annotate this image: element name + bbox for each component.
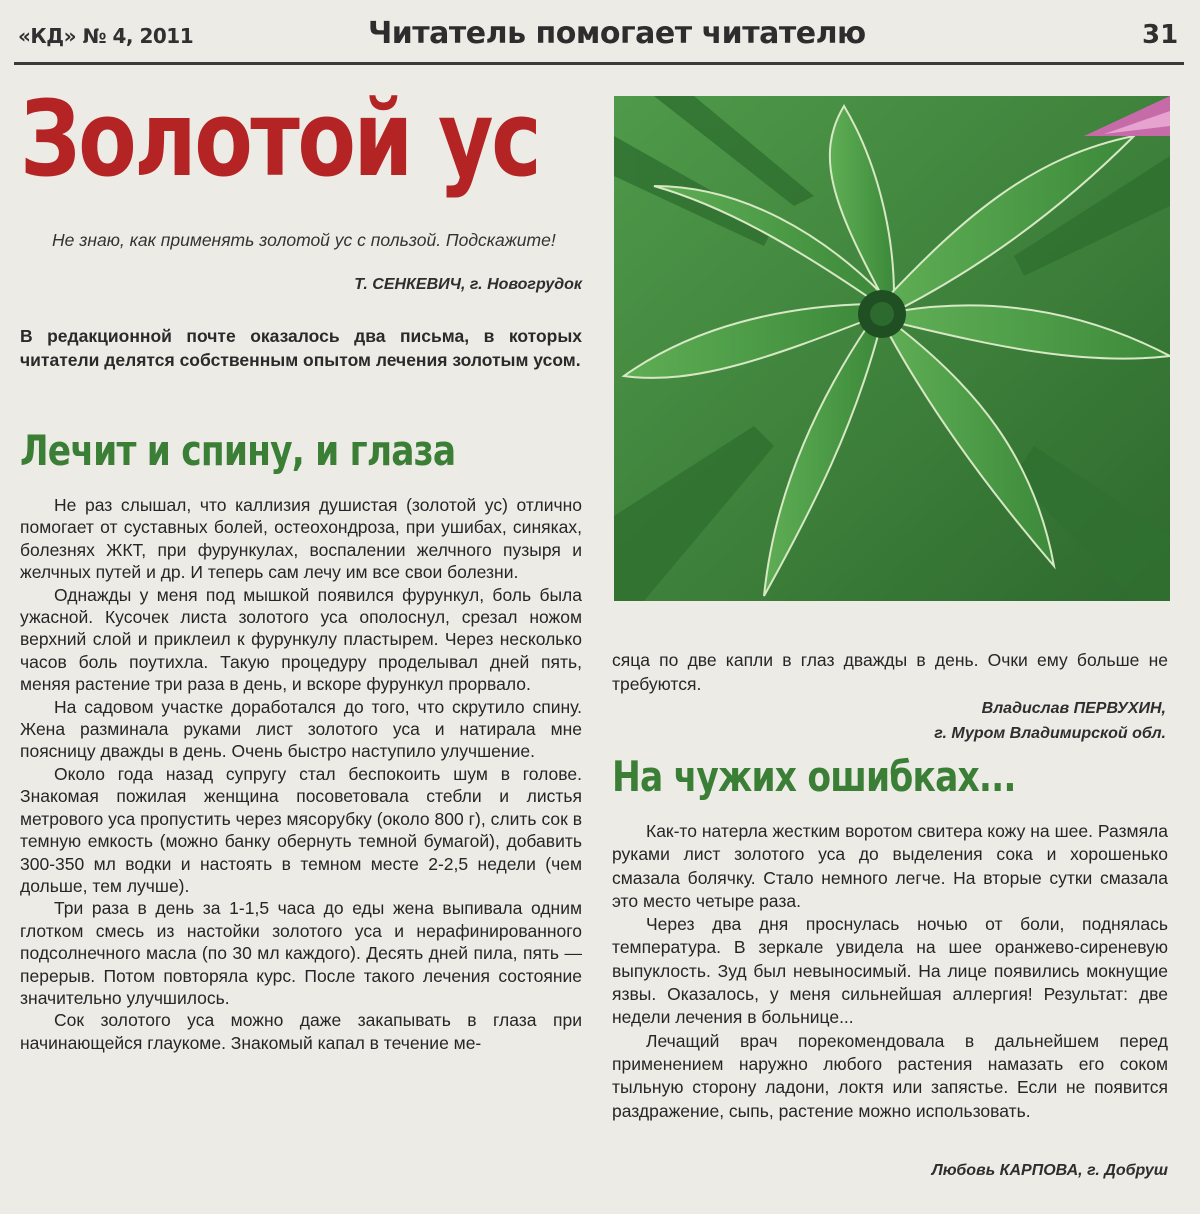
article1-paragraph: Сок золотого уса можно даже закапывать в глаза при начинающейся глаукоме. Знакомый капал в течение ме- <box>20 1010 582 1053</box>
article2-heading: На чужих ошибках... <box>612 752 1016 801</box>
article2-body <box>612 820 1168 1123</box>
article2-paragraph: Как-то натерла жестким воротом свитера кожу на шее. Размяла руками лист золотого уса до выделения сока и хорошенько смазала болячку. Стало немного легче. На вторые сутки смазала это место четыре раза. <box>612 821 1168 911</box>
article1-author: Владислав ПЕРВУХИН, <box>981 700 1166 717</box>
article2-paragraph: Через два дня проснулась ночью от боли, поднялась температура. В зеркале увидела на шее оранжево-сиреневую выпуклость. Зуд был невыносимый. На лице появились мокнущие язвы. Оказалось, у меня сильнейшая аллергия! Результат: две недели лечения в больнице... <box>612 914 1168 1028</box>
question-signature: Т. СЕНКЕВИЧ, г. Новогрудок <box>354 276 582 293</box>
golden-mustache-plant-photo <box>614 96 1170 601</box>
article1-signature <box>612 696 1166 746</box>
article1-paragraph: Три раза в день за 1-1,5 часа до еды жена выпивала одним глотком смесь из настойки золотого уса и нерафинированного подсолнечного масла (по 30 мл каждого). Десять дней пила, пять — перерыв. Потом повторяла курс. После такого лечения состояние значительно улучшилось. <box>20 898 582 1008</box>
article1-paragraph: На садовом участке доработался до того, что скрутило спину. Жена разминала руками лист золотого уса и натирала мне поясницу дважды в день. Очень быстро наступило улучшение. <box>20 696 582 762</box>
article1-continuation <box>612 648 1168 696</box>
issue-label: «КД» № 4, 2011 <box>18 24 194 48</box>
article1-continuation-text: сяца по две капли в глаз дважды в день. Очки ему больше не требуются. <box>612 650 1168 694</box>
rubric-title: Читатель помогает читателю <box>368 16 866 51</box>
editorial-intro: В редакционной почте оказалось два письма, в которых читатели делятся собственным опытом лечения золотым усом. <box>20 326 582 370</box>
article1-location: г. Муром Владимирской обл. <box>934 725 1166 742</box>
plant-illustration <box>614 96 1170 601</box>
header-rule <box>14 62 1184 65</box>
article2-paragraph: Лечащий врач порекомендовала в дальнейшем перед применением наружно любого растения намазать его соком тыльную сторону ладони, локтя или запястье. Если не появится раздражение, сыпь, растение можно использовать. <box>612 1030 1168 1121</box>
article1-paragraph: Однажды у меня под мышкой появился фурункул, боль была ужасной. Кусочек листа золотого уса ополоснул, срезал ножом верхний слой и приклеил к фурункулу пластырем. Через несколько часов боль поутихла. Такую процедуру проделывал дней пять, меняя растение три раза в день, и вскоре фурункул прорвало. <box>20 584 582 695</box>
article1-paragraph: Около года назад супругу стал беспокоить шум в голове. Знакомая пожилая женщина посоветовала стебли и листья метрового уса пропустить через мясорубку (около 800 г), слить сок в темную емкость (можно банку обернуть темной бумагой), добавить 300-350 мл водки и настоять в темном месте 2-2,5 недели (чем дольше, тем лучше). <box>20 763 582 896</box>
page-number: 31 <box>1142 20 1179 50</box>
page-title: Золотой ус <box>20 78 540 200</box>
article2-signature: Любовь КАРПОВА, г. Добруш <box>931 1162 1168 1179</box>
reader-question: Не знаю, как применять золотой ус с пользой. Подскажите! <box>52 230 556 250</box>
article1-body <box>20 494 582 1054</box>
article1-heading: Лечит и спину, и глаза <box>20 426 456 475</box>
article1-paragraph: Не раз слышал, что каллизия душистая (золотой ус) отлично помогает от суставных болей, остеохондроза, при ушибах, синяках, болезнях ЖКТ, при фурункулах, воспалении желчного пузыря и желчных путей и др. И теперь сам лечу им все свои болезни. <box>20 495 582 583</box>
